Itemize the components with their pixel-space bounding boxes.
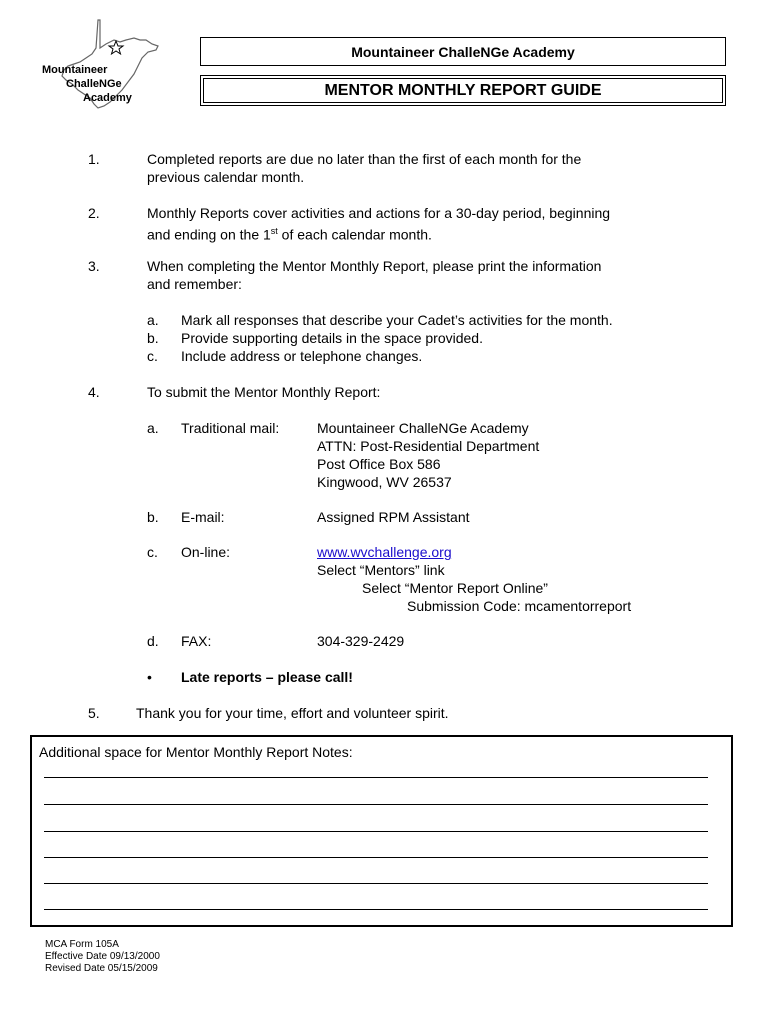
notes-line-2 — [44, 804, 708, 805]
item-4-line-1: To submit the Mentor Monthly Report: — [147, 384, 381, 400]
academy-logo — [40, 18, 165, 110]
item-3b-letter: b. — [147, 330, 159, 346]
item-3-line-2: and remember: — [147, 276, 242, 292]
item-4d-letter: d. — [147, 633, 159, 649]
mail-address-line-1: Mountaineer ChalleNGe Academy — [317, 420, 529, 436]
revised-date: Revised Date 05/15/2009 — [45, 963, 158, 974]
superscript-st: st — [270, 226, 278, 236]
notes-line-5 — [44, 883, 708, 884]
item-5-text: Thank you for your time, effort and volunteer spirit. — [136, 705, 449, 721]
notes-line-6 — [44, 909, 708, 910]
item-4a-letter: a. — [147, 420, 159, 436]
item-1-line-2: previous calendar month. — [147, 169, 305, 185]
item-1-line-1: Completed reports are due no later than the first of each month for the — [147, 151, 582, 167]
item-2-line-2-post: of each calendar month. — [277, 226, 432, 243]
notes-box — [30, 735, 733, 927]
item-4c-label: On-line: — [181, 544, 231, 560]
item-3a-text: Mark all responses that describe your Cadet’s activities for the month. — [181, 312, 613, 328]
website-link[interactable]: www.wvchallenge.org — [317, 544, 452, 560]
notes-label: Additional space for Mentor Monthly Report Notes: — [39, 744, 353, 760]
item-3c-text: Include address or telephone changes. — [181, 348, 423, 364]
item-3b-text: Provide supporting details in the space provided. — [181, 330, 483, 346]
item-2-number: 2. — [88, 205, 100, 221]
page-title: MENTOR MONTHLY REPORT GUIDE — [324, 81, 602, 99]
online-step-2: Select “Mentor Report Online” — [362, 580, 548, 596]
academy-name: Mountaineer ChalleNGe Academy — [351, 43, 575, 60]
item-3c-letter: c. — [147, 348, 158, 364]
mail-address-line-4: Kingwood, WV 26537 — [317, 474, 452, 490]
logo-line-1: Mountaineer — [42, 64, 108, 76]
online-step-1: Select “Mentors” link — [317, 562, 445, 578]
title-box — [203, 78, 723, 103]
notes-line-1 — [44, 777, 708, 778]
notes-line-4 — [44, 857, 708, 858]
fax-value: 304-329-2429 — [317, 633, 405, 649]
item-3a-letter: a. — [147, 312, 159, 328]
online-step-3: Submission Code: mcamentorreport — [407, 598, 632, 614]
form-number: MCA Form 105A — [45, 939, 119, 950]
item-4c-letter: c. — [147, 544, 158, 560]
academy-name-box — [200, 37, 726, 66]
mail-address-line-2: ATTN: Post-Residential Department — [317, 438, 540, 454]
item-1-number: 1. — [88, 151, 100, 167]
item-2-line-2-pre: and ending on the 1 — [147, 226, 271, 243]
item-4d-label: FAX: — [181, 633, 212, 649]
item-3-line-1: When completing the Mentor Monthly Report, please print the information — [147, 258, 602, 274]
item-4b-letter: b. — [147, 509, 159, 525]
logo-line-3: Academy — [83, 92, 132, 104]
item-2-line-2 — [147, 222, 432, 244]
email-value: Assigned RPM Assistant — [317, 509, 470, 525]
item-2-line-1: Monthly Reports cover activities and actions for a 30-day period, beginning — [147, 205, 611, 221]
bullet-icon: • — [147, 669, 152, 685]
item-4-number: 4. — [88, 384, 100, 400]
item-4b-label: E-mail: — [181, 509, 225, 525]
effective-date: Effective Date 09/13/2000 — [45, 951, 160, 962]
logo-line-2: ChalleNGe — [66, 78, 122, 90]
item-5-number: 5. — [88, 705, 100, 721]
late-reports-note: Late reports – please call! — [181, 669, 353, 685]
mail-address-line-3: Post Office Box 586 — [317, 456, 441, 472]
item-4a-label: Traditional mail: — [181, 420, 280, 436]
notes-line-3 — [44, 831, 708, 832]
item-3-number: 3. — [88, 258, 100, 274]
